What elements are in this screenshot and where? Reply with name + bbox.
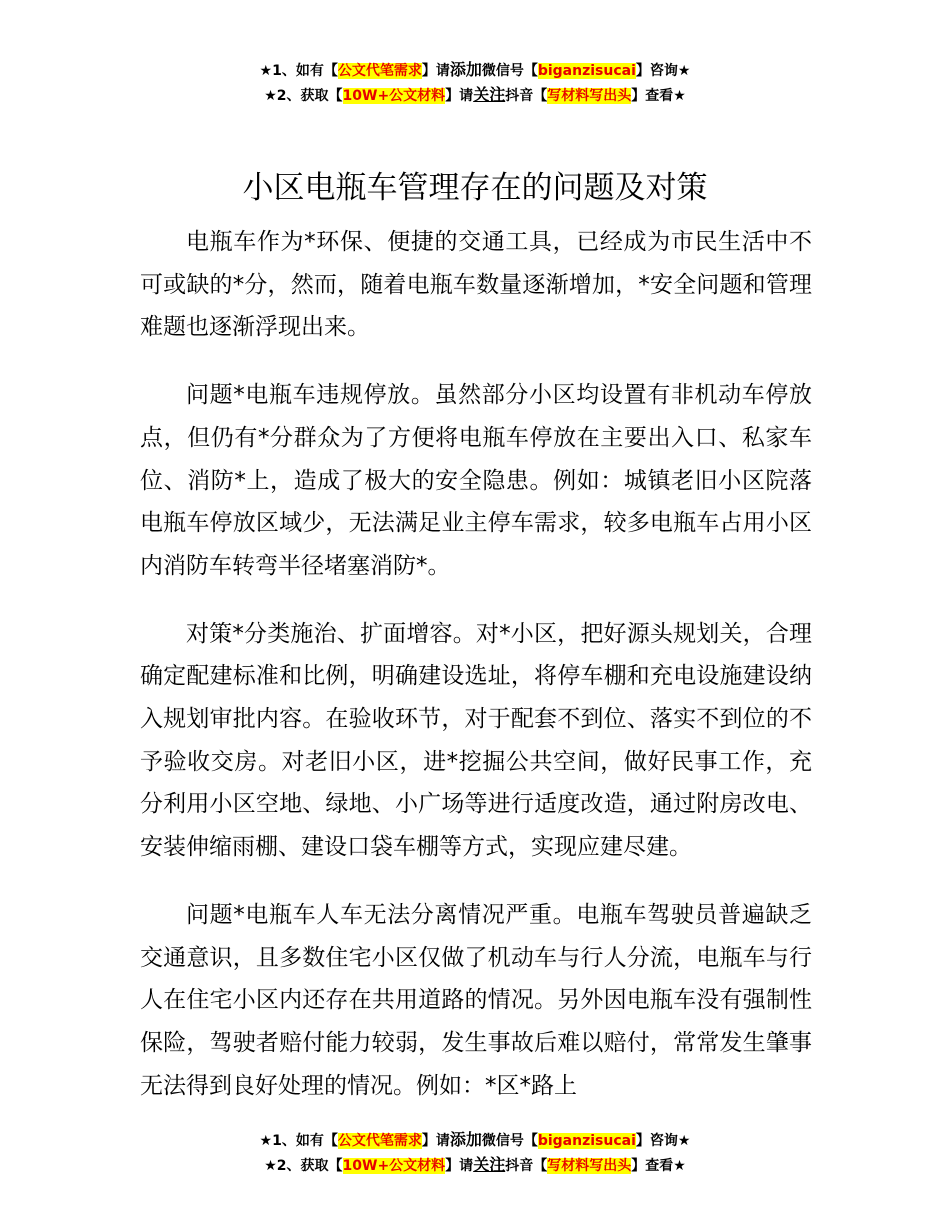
highlight-wechat-id: biganzisucai (537, 63, 636, 79)
top-promo-banner (0, 58, 950, 108)
paragraph: 问题*电瓶车人车无法分离情况严重。电瓶车驾驶员普遍缺乏交通意识，且多数住宅小区仅做了机动车与行人分流，电瓶车与行人在住宅小区内还存在共用道路的情况。另外因电瓶车没有强制性保险，驾驶者赔付能力较弱，发生事故后难以赔付，常常发生肇事无法得到良好处理的情况。例如：*区*路上 (140, 901, 812, 1099)
highlight-materials: 10W+公文材料 (342, 88, 446, 104)
document-title: 小区电瓶车管理存在的问题及对策 (242, 170, 708, 206)
bottom-promo-banner (0, 1128, 950, 1178)
paragraph: 电瓶车作为*环保、便捷的交通工具，已经成为市民生活中不可或缺的*分，然而，随着电瓶车数量逐渐增加，*安全问题和管理难题也逐渐浮现出来。 (140, 229, 812, 341)
highlight-service: 公文代笔需求 (337, 1133, 422, 1149)
highlight-douyin: 写材料写出头 (547, 88, 632, 104)
paragraph: 问题*电瓶车违规停放。虽然部分小区均设置有非机动车停放点，但仍有*分群众为了方便将电瓶车停放在主要出入口、私家车位、消防*上，造成了极大的安全隐患。例如：城镇老旧小区院落电瓶车停放区域少，无法满足业主停车需求，较多电瓶车占用小区内消防车转弯半径堵塞消防*。 (140, 382, 812, 579)
promo-line-1: ★1、如有【公文代笔需求】请添加微信号【biganzisucai】咨询★ (259, 60, 691, 79)
promo-line-2: ★2、获取【10W+公文材料】请关注抖音【写材料写出头】查看★ (264, 1155, 686, 1174)
paragraph: 对策*分类施治、扩面增容。对*小区，把好源头规划关，合理确定配建标准和比例，明确建设选址，将停车棚和充电设施建设纳入规划审批内容。在验收环节，对于配套不到位、落实不到位的不予验收交房。对老旧小区，进*挖掘公共空间，做好民事工作，充分利用小区空地、绿地、小广场等进行适度改造，通过附房改电、安装伸缩雨棚、建设口袋车棚等方式，实现应建尽建。 (140, 620, 812, 861)
highlight-douyin: 写材料写出头 (547, 1158, 632, 1174)
highlight-wechat-id: biganzisucai (537, 1133, 636, 1149)
document-body (140, 221, 812, 1107)
highlight-materials: 10W+公文材料 (342, 1158, 446, 1174)
promo-line-2: ★2、获取【10W+公文材料】请关注抖音【写材料写出头】查看★ (264, 85, 686, 104)
highlight-service: 公文代笔需求 (337, 63, 422, 79)
promo-line-1: ★1、如有【公文代笔需求】请添加微信号【biganzisucai】咨询★ (259, 1130, 691, 1149)
